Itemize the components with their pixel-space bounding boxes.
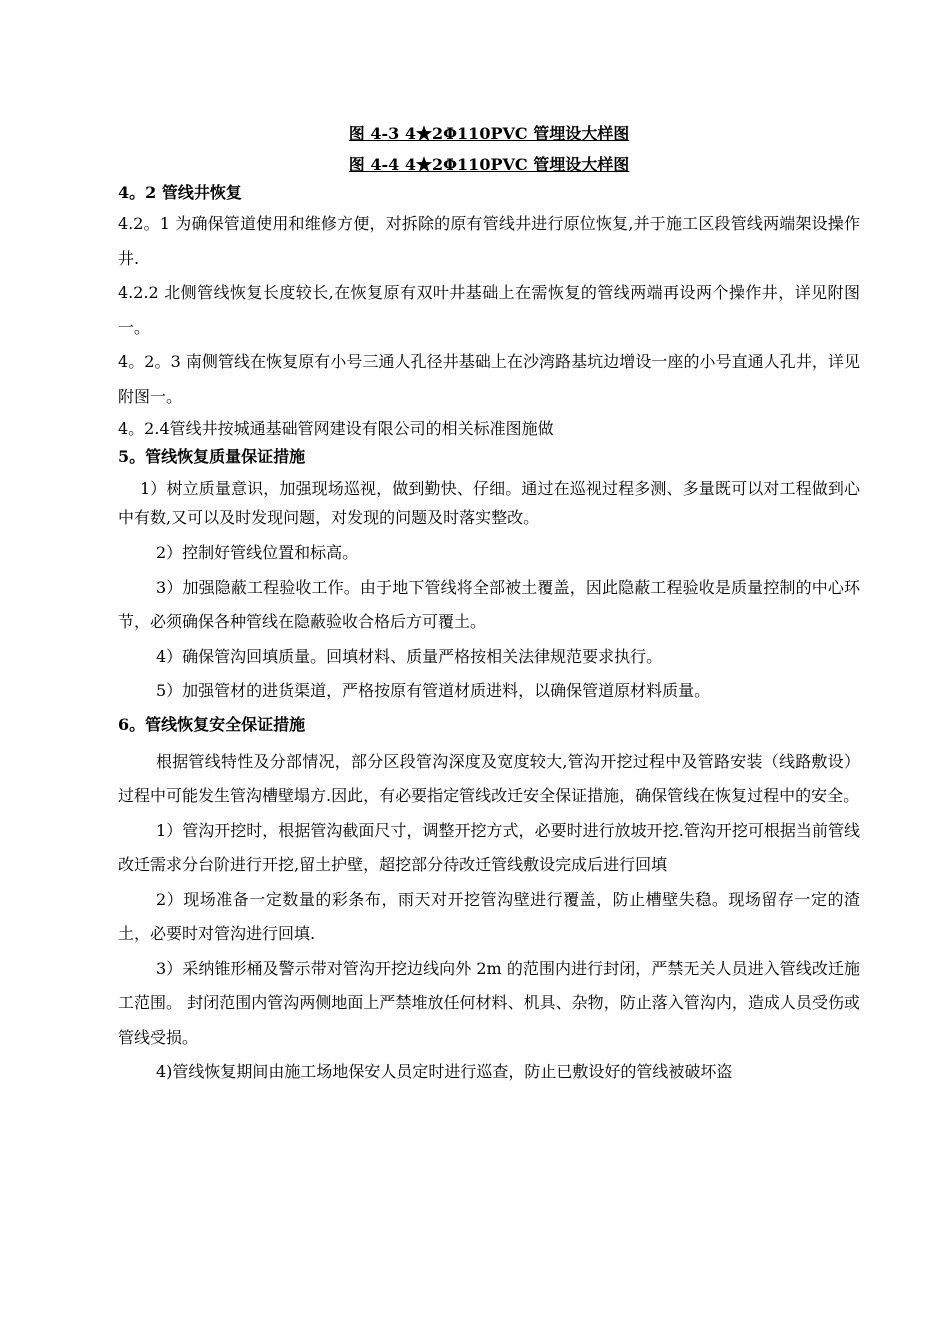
section-5-item-4: 4）确保管沟回填质量。回填材料、质量严格按相关法律规范要求执行。 <box>156 646 663 666</box>
section-6-intro: 根据管线特性及分部情况，部分区段管沟深度及宽度较大,管沟开挖过程中及管路安装（线路敷设）过程中可能发生管沟槽壁塌方.因此，有必要指定管线改迁安全保证措施，确保管线在恢复过程中的安全。 <box>118 751 860 805</box>
section-5-heading: 5。管线恢复质量保证措施 <box>118 447 306 466</box>
paragraph-4-2-3: 4。2。3 南侧管线在恢复原有小号三通人孔径井基础上在沙湾路基坑边增设一座的小号直通人孔井，详见附图一。 <box>118 352 860 406</box>
section-6-heading: 6。管线恢复安全保证措施 <box>118 714 306 734</box>
document-page <box>118 118 860 1090</box>
section-6-item-3: 3）采纳锥形桶及警示带对管沟开挖边线向外 2m 的范围内进行封闭，严禁无关人员进入管线改迁施工范围。 封闭范围内管沟两侧地面上严禁堆放任何材料、机具、杂物，防止落入管沟内，造成人员受伤或管线受损。 <box>118 958 860 1047</box>
paragraph-4-2-1: 4.2。1 为确保管道使用和维修方便，对拆除的原有管线井进行原位恢复,并于施工区段管线两端架设操作井. <box>118 214 860 268</box>
section-6-item-1: 1）管沟开挖时，根据管沟截面尺寸，调整开挖方式，必要时进行放坡开挖.管沟开挖可根据当前管线改迁需求分台阶进行开挖,留土护壁，超挖部分待改迁管线敷设完成后进行回填 <box>118 820 860 874</box>
paragraph-4-2-4: 4。2.4管线井按城通基础管网建设有限公司的相关标准图施做 <box>118 419 554 438</box>
section-5-item-2: 2）控制好管线位置和标高。 <box>156 543 359 562</box>
figure-caption-4-4: 图 4-4 4★2Φ110PVC 管埋设大样图 <box>348 155 630 174</box>
section-6-item-4: 4)管线恢复期间由施工场地保安人员定时进行巡查，防止已敷设好的管线被破坏盗 <box>156 1062 733 1081</box>
section-6-item-2: 2）现场准备一定数量的彩条布，雨天对开挖管沟壁进行覆盖，防止槽壁失稳。现场留存一定的渣土，必要时对管沟进行回填. <box>118 889 860 943</box>
figure-caption-4-3: 图 4-3 4★2Φ110PVC 管埋设大样图 <box>348 124 630 143</box>
section-5-item-5: 5）加强管材的进货渠道，严格按原有管道材质进料，以确保管道原材料质量。 <box>156 681 711 700</box>
section-5-item-1: 1）树立质量意识，加强现场巡视，做到勤快、仔细。通过在巡视过程多测、多量既可以对工程做到心中有数,又可以及时发现问题，对发现的问题及时落实整改。 <box>118 479 860 527</box>
section-4-2-heading: 4。2 管线井恢复 <box>118 183 242 202</box>
paragraph-4-2-2: 4.2.2 北侧管线恢复长度较长,在恢复原有双叶井基础上在需恢复的管线两端再设两个操作井，详见附图一。 <box>118 283 860 337</box>
section-5-item-3: 3）加强隐蔽工程验收工作。由于地下管线将全部被土覆盖，因此隐蔽工程验收是质量控制的中心环节，必须确保各种管线在隐蔽验收合格后方可覆土。 <box>118 577 860 631</box>
